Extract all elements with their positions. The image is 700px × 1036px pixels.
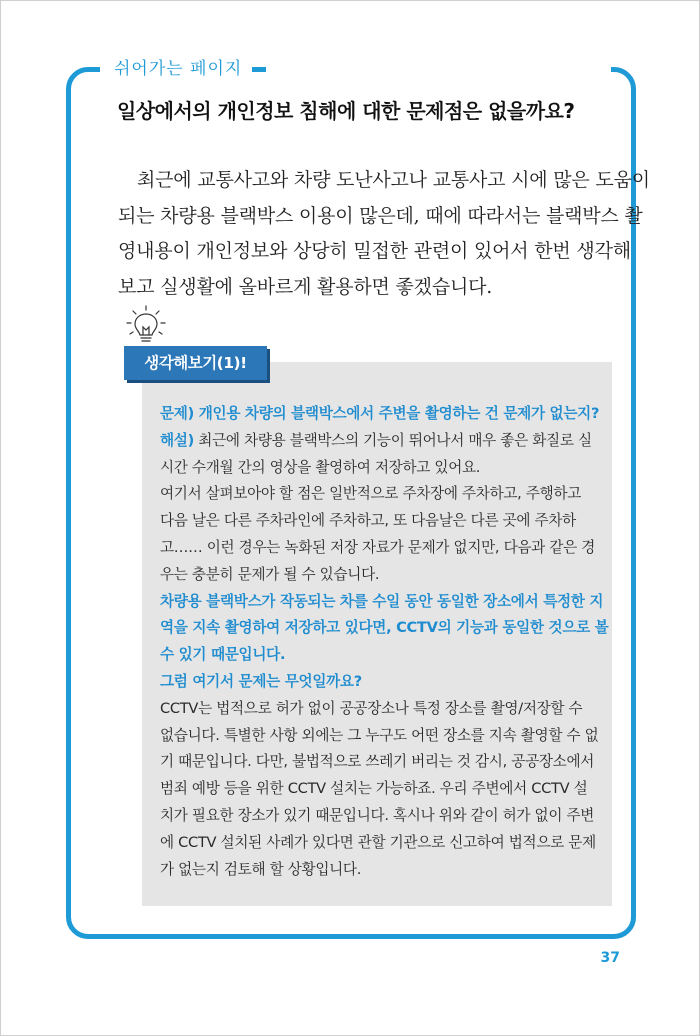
- cctv-line: 에 CCTV 설치된 사례가 있다면 관할 기관으로 신고하여 법적으로 문제: [160, 833, 596, 851]
- highlight-line: 수 있기 때문입니다.: [160, 646, 286, 664]
- intro-line: 최근에 교통사고와 차량 도난사고나 교통사고 시에 많은 도움이: [137, 169, 650, 191]
- cctv-line: 기 때문입니다. 다만, 불법적으로 쓰레기 버리는 것 감시, 공공장소에서: [160, 753, 595, 771]
- highlight-line: 차량용 블랙박스가 작동되는 차를 수일 동안 동일한 장소에서 특정한 지: [160, 592, 604, 610]
- header-gap: [266, 67, 611, 72]
- answer-line: 시간 수개월 간의 영상을 촬영하여 저장하고 있어요.: [160, 458, 481, 476]
- cctv-line: 없습니다. 특별한 사항 외에는 그 누구도 어떤 장소를 지속 촬영할 수 없: [160, 726, 599, 744]
- highlight-line: 역을 지속 촬영하여 저장하고 있다면, CCTV의 기능과 동일한 것으로 볼: [160, 619, 609, 637]
- cctv-line: 가 없는지 검토해 할 상황입니다.: [160, 860, 362, 878]
- lightbulb-icon: [124, 304, 168, 348]
- answer-line: 고…… 이런 경우는 녹화된 저장 자료가 문제가 없지만, 다음과 같은 경: [160, 538, 596, 556]
- page-number: 37: [600, 950, 620, 966]
- think-content: [160, 401, 609, 883]
- intro-line: 영내용이 개인정보와 상당히 밀접한 관련이 있어서 한번 생각해: [118, 240, 631, 262]
- highlight-line: 그럼 여기서 문제는 무엇일까요?: [160, 672, 362, 690]
- header-label: 쉬어가는 페이지: [100, 55, 252, 83]
- think-tag: 생각해보기(1)!: [124, 346, 267, 380]
- intro-line: 보고 실생활에 올바르게 활용하면 좋겠습니다.: [118, 275, 493, 298]
- page-title: 일상에서의 개인정보 침해에 대한 문제점은 없을까요?: [117, 99, 575, 123]
- answer-text: 최근에 차량용 블랙박스의 기능이 뛰어나서 매우 좋은 화질로 실: [193, 431, 592, 449]
- cctv-line: CCTV는 법적으로 허가 없이 공공장소나 특정 장소를 촬영/저장할 수: [160, 699, 583, 717]
- answer-label: 해설): [160, 431, 194, 449]
- cctv-line: 치가 필요한 장소가 있기 때문입니다. 혹시나 위와 같이 허가 없이 주변: [160, 806, 595, 824]
- answer-line: 여기서 살펴보아야 할 점은 일반적으로 주차장에 주차하고, 주행하고: [160, 485, 582, 503]
- intro-paragraph: [118, 163, 650, 305]
- answer-line: [160, 428, 600, 455]
- question-text: 문제) 개인용 차량의 블랙박스에서 주변을 촬영하는 건 문제가 없는지?: [160, 405, 600, 422]
- answer-line: 다음 날은 다른 주차라인에 주차하고, 또 다음날은 다른 곳에 주차하: [160, 512, 576, 530]
- cctv-line: 범죄 예방 등을 위한 CCTV 설치는 가능하죠. 우리 주변에서 CCTV 설: [160, 780, 588, 798]
- answer-line: 우는 충분히 문제가 될 수 있습니다.: [160, 565, 380, 583]
- intro-line: 되는 차량용 블랙박스 이용이 많은데, 때에 따라서는 블랙박스 촬: [118, 204, 643, 227]
